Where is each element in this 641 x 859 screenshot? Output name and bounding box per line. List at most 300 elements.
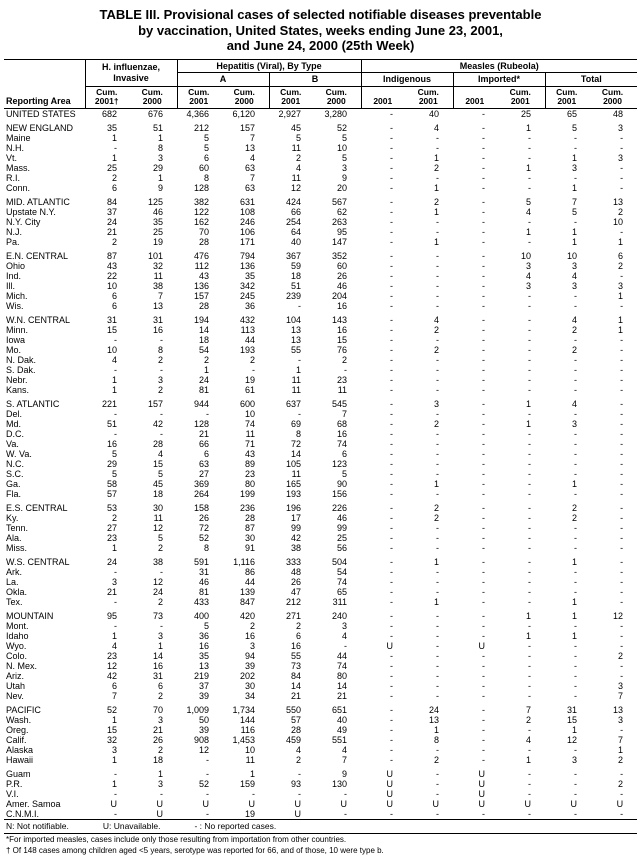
value-cell: 157 xyxy=(193,290,210,301)
footnote-legend xyxy=(4,820,637,834)
reporting-area-cell: Wash. xyxy=(6,714,32,725)
value-cell: - xyxy=(114,596,117,607)
value-cell: - xyxy=(390,226,394,237)
value-cell: - xyxy=(482,300,486,311)
value-cell: 3 xyxy=(111,576,117,587)
value-cell: - xyxy=(436,566,440,577)
value-cell: - xyxy=(528,478,532,489)
value-cell: 476 xyxy=(193,250,210,261)
value-cell: 651 xyxy=(332,704,348,715)
value-cell: - xyxy=(528,324,532,335)
value-cell: U xyxy=(432,798,440,809)
value-cell: - xyxy=(574,488,578,499)
value-cell: 35 xyxy=(245,270,256,281)
value-cell: 22 xyxy=(106,270,117,281)
value-cell: U xyxy=(156,798,164,809)
value-cell: - xyxy=(528,576,532,587)
value-cell: - xyxy=(390,468,394,479)
reporting-area-cell: Mont. xyxy=(6,620,29,631)
value-cell: - xyxy=(574,532,578,543)
value-cell: 3 xyxy=(434,398,440,409)
value-cell: - xyxy=(482,162,486,173)
value-cell: - xyxy=(528,408,532,419)
value-cell: 21 xyxy=(291,690,302,701)
reporting-area-cell: Ky. xyxy=(6,512,19,523)
value-cell: 65 xyxy=(567,108,578,119)
col-header-5: Cum. 2000 xyxy=(315,86,361,108)
value-cell: 591 xyxy=(193,556,210,567)
value-cell: - xyxy=(528,468,532,479)
value-cell: 43 xyxy=(199,270,210,281)
reporting-area-cell: Ark. xyxy=(6,566,23,577)
value-cell: 13 xyxy=(291,324,302,335)
value-cell: - xyxy=(298,408,302,419)
value-cell: 87 xyxy=(106,250,117,261)
value-cell: - xyxy=(206,768,210,779)
value-cell: 7 xyxy=(250,132,256,143)
value-cell: 1 xyxy=(296,364,302,375)
value-cell: 16 xyxy=(153,660,164,671)
value-cell: 63 xyxy=(199,458,210,469)
value-cell: 5 xyxy=(158,532,164,543)
value-cell: 5 xyxy=(342,152,348,163)
value-cell: - xyxy=(482,744,486,755)
value-cell: 7 xyxy=(618,690,624,701)
value-cell: 38 xyxy=(153,280,164,291)
value-cell: 11 xyxy=(153,512,164,523)
value-cell: - xyxy=(482,324,486,335)
footnote-imported-measles: *For imported measles, cases include only those resulting from importation from other countries. xyxy=(6,834,347,844)
value-cell: - xyxy=(528,290,532,301)
value-cell: - xyxy=(436,808,440,819)
table-row xyxy=(4,597,637,607)
value-cell: - xyxy=(390,152,394,163)
value-cell: 6 xyxy=(111,300,117,311)
value-cell: - xyxy=(620,172,624,183)
value-cell: - xyxy=(574,408,578,419)
value-cell: - xyxy=(528,182,532,193)
value-cell: - xyxy=(298,788,302,799)
value-cell: - xyxy=(390,714,394,725)
value-cell: 68 xyxy=(337,418,348,429)
value-cell: - xyxy=(436,576,440,587)
value-cell: - xyxy=(620,512,624,523)
value-cell: - xyxy=(528,344,532,355)
value-cell: 6 xyxy=(111,182,117,193)
value-cell: 193 xyxy=(239,344,256,355)
subcol-measles-total: Total xyxy=(545,73,637,87)
value-cell: - xyxy=(390,704,394,715)
value-cell: 99 xyxy=(291,522,302,533)
value-cell: - xyxy=(252,364,256,375)
value-cell: 18 xyxy=(291,270,302,281)
value-cell: - xyxy=(482,270,486,281)
value-cell: U xyxy=(386,768,394,779)
value-cell: 63 xyxy=(245,182,256,193)
value-cell: 74 xyxy=(337,576,348,587)
value-cell: 95 xyxy=(337,226,348,237)
reporting-area-cell: Mich. xyxy=(6,290,28,301)
value-cell: - xyxy=(528,438,532,449)
reporting-area-cell: W.N. CENTRAL xyxy=(6,314,71,325)
value-cell: 73 xyxy=(153,610,164,621)
value-cell: 61 xyxy=(245,384,256,395)
value-cell: - xyxy=(390,610,394,621)
value-cell: - xyxy=(528,620,532,631)
value-cell: - xyxy=(574,640,578,651)
value-cell: 99 xyxy=(337,522,348,533)
value-cell: - xyxy=(482,468,486,479)
col-header-3: Cum. 2000 xyxy=(223,86,269,108)
value-cell: - xyxy=(528,152,532,163)
value-cell: 1 xyxy=(572,630,578,641)
table-row xyxy=(4,789,637,799)
value-cell: 2 xyxy=(434,502,440,513)
value-cell: - xyxy=(482,724,486,735)
value-cell: 6 xyxy=(342,448,348,459)
value-cell: 1 xyxy=(572,236,578,247)
value-cell: - xyxy=(482,374,486,385)
reporting-area-cell: N. Mex. xyxy=(6,660,38,671)
value-cell: - xyxy=(390,502,394,513)
value-cell: U xyxy=(524,798,532,809)
value-cell: - xyxy=(528,300,532,311)
value-cell: 5 xyxy=(572,122,578,133)
value-cell: - xyxy=(482,512,486,523)
subcol-hepatitis-a: A xyxy=(177,73,269,87)
value-cell: 28 xyxy=(245,512,256,523)
value-cell: - xyxy=(574,334,578,345)
h-influenzae-label-line1: H. influenzae, xyxy=(102,62,161,72)
value-cell: - xyxy=(482,630,486,641)
value-cell: 1 xyxy=(158,640,164,651)
value-cell: 14 xyxy=(291,680,302,691)
value-cell: - xyxy=(298,354,302,365)
value-cell: 13 xyxy=(613,196,624,207)
value-cell: - xyxy=(620,384,624,395)
value-cell: 2 xyxy=(342,354,348,365)
value-cell: 32 xyxy=(153,260,164,271)
value-cell: - xyxy=(482,660,486,671)
table-row xyxy=(4,543,637,553)
value-cell: 3,280 xyxy=(324,108,348,119)
value-cell: - xyxy=(390,512,394,523)
value-cell: 50 xyxy=(199,714,210,725)
value-cell: - xyxy=(574,172,578,183)
value-cell: - xyxy=(528,448,532,459)
value-cell: U xyxy=(616,798,624,809)
header-row-cum xyxy=(4,86,637,108)
value-cell: - xyxy=(160,566,164,577)
value-cell: 71 xyxy=(245,438,256,449)
value-cell: 24 xyxy=(106,216,117,227)
value-cell: 57 xyxy=(106,488,117,499)
value-cell: - xyxy=(620,374,624,385)
value-cell: 10 xyxy=(613,216,624,227)
value-cell: - xyxy=(390,458,394,469)
col-header-6: 2001 xyxy=(361,86,407,108)
table-row xyxy=(4,715,637,725)
value-cell: 15 xyxy=(106,724,117,735)
value-cell: - xyxy=(390,384,394,395)
col-header-8: 2001 xyxy=(453,86,499,108)
value-cell: - xyxy=(482,610,486,621)
value-cell: - xyxy=(390,162,394,173)
value-cell: 12 xyxy=(199,744,210,755)
value-cell: - xyxy=(390,670,394,681)
value-cell: 3 xyxy=(526,260,532,271)
reporting-area-cell: Amer. Samoa xyxy=(6,798,61,809)
value-cell: 26 xyxy=(199,512,210,523)
value-cell: - xyxy=(482,152,486,163)
value-cell: - xyxy=(482,182,486,193)
value-cell: 1 xyxy=(526,162,532,173)
value-cell: 5 xyxy=(342,132,348,143)
value-cell: - xyxy=(482,418,486,429)
value-cell: 1 xyxy=(526,226,532,237)
value-cell: 17 xyxy=(291,512,302,523)
value-cell: 2 xyxy=(158,596,164,607)
value-cell: 35 xyxy=(153,216,164,227)
value-cell: 1 xyxy=(111,374,117,385)
value-cell: 8 xyxy=(158,344,164,355)
value-cell: 2 xyxy=(434,162,440,173)
value-cell: 69 xyxy=(291,418,302,429)
value-cell: - xyxy=(482,260,486,271)
value-cell: - xyxy=(574,566,578,577)
value-cell: 600 xyxy=(239,398,256,409)
value-cell: 15 xyxy=(153,458,164,469)
value-cell: 682 xyxy=(101,108,117,119)
value-cell: - xyxy=(436,270,440,281)
value-cell: 1 xyxy=(526,754,532,765)
value-cell: 10 xyxy=(245,408,256,419)
value-cell: U xyxy=(570,798,578,809)
value-cell: 4 xyxy=(111,354,117,365)
value-cell: 9 xyxy=(342,768,348,779)
reporting-area-cell: C.N.M.I. xyxy=(6,808,39,819)
table-row xyxy=(4,261,637,271)
value-cell: 171 xyxy=(239,236,256,247)
value-cell: - xyxy=(620,808,624,819)
value-cell: - xyxy=(482,206,486,217)
value-cell: 48 xyxy=(291,566,302,577)
value-cell: - xyxy=(390,428,394,439)
value-cell: - xyxy=(436,334,440,345)
value-cell: 143 xyxy=(332,314,348,325)
value-cell: - xyxy=(482,522,486,533)
col-header-4: Cum. 2001 xyxy=(269,86,315,108)
value-cell: 4 xyxy=(434,122,440,133)
value-cell: - xyxy=(390,182,394,193)
table-row xyxy=(4,661,637,671)
value-cell: 4 xyxy=(296,162,302,173)
value-cell: 28 xyxy=(291,724,302,735)
value-cell: 37 xyxy=(199,680,210,691)
value-cell: - xyxy=(114,142,117,153)
value-cell: 794 xyxy=(239,250,256,261)
value-cell: 14 xyxy=(291,448,302,459)
value-cell: - xyxy=(436,428,440,439)
value-cell: 2 xyxy=(296,754,302,765)
value-cell: 123 xyxy=(332,458,348,469)
value-cell: - xyxy=(574,808,578,819)
value-cell: - xyxy=(390,744,394,755)
value-cell: 367 xyxy=(285,250,302,261)
value-cell: 43 xyxy=(106,260,117,271)
value-cell: - xyxy=(436,788,440,799)
value-cell: 14 xyxy=(199,324,210,335)
value-cell: 21 xyxy=(106,586,117,597)
value-cell: - xyxy=(620,488,624,499)
table-row xyxy=(4,503,637,513)
value-cell: 400 xyxy=(193,610,210,621)
value-cell: U xyxy=(248,798,256,809)
reporting-area-cell: Wis. xyxy=(6,300,24,311)
table-row xyxy=(4,641,637,651)
value-cell: - xyxy=(528,132,532,143)
value-cell: 9 xyxy=(158,182,164,193)
value-cell: 545 xyxy=(332,398,348,409)
value-cell: 2 xyxy=(618,778,624,789)
value-cell: - xyxy=(436,142,440,153)
value-cell: - xyxy=(436,610,440,621)
value-cell: 58 xyxy=(106,478,117,489)
value-cell: - xyxy=(574,620,578,631)
value-cell: 72 xyxy=(291,438,302,449)
value-cell: 4 xyxy=(572,314,578,325)
value-cell: - xyxy=(620,576,624,587)
value-cell: 1 xyxy=(204,364,210,375)
value-cell: - xyxy=(528,314,532,325)
table-row xyxy=(4,419,637,429)
value-cell: 10 xyxy=(106,280,117,291)
value-cell: - xyxy=(528,680,532,691)
value-cell: 342 xyxy=(239,280,256,291)
value-cell: - xyxy=(574,448,578,459)
value-cell: 1 xyxy=(572,610,578,621)
col-header-7: Cum. 2001 xyxy=(407,86,453,108)
value-cell: 631 xyxy=(239,196,256,207)
reporting-area-cell: N.J. xyxy=(6,226,23,237)
value-cell: - xyxy=(114,808,117,819)
col-group-h-influenzae xyxy=(85,59,177,86)
value-cell: - xyxy=(436,280,440,291)
value-cell: 2 xyxy=(618,260,624,271)
value-cell: 139 xyxy=(239,586,256,597)
legend-not-notifiable: N: Not notifiable. xyxy=(6,820,69,831)
table-row xyxy=(4,301,637,311)
value-cell: - xyxy=(436,532,440,543)
value-cell: 2 xyxy=(111,172,117,183)
value-cell: - xyxy=(436,586,440,597)
value-cell: - xyxy=(160,334,164,345)
value-cell: - xyxy=(620,226,624,237)
reporting-area-cell: Md. xyxy=(6,418,22,429)
reporting-area-cell: P.R. xyxy=(6,778,23,789)
table-title-line1: TABLE III. Provisional cases of selected notifiable diseases preventable xyxy=(99,7,542,22)
value-cell: - xyxy=(482,586,486,597)
value-cell: 194 xyxy=(193,314,210,325)
value-cell: 1 xyxy=(434,182,440,193)
value-cell: - xyxy=(390,438,394,449)
value-cell: - xyxy=(482,108,486,119)
reporting-area-cell: W.S. CENTRAL xyxy=(6,556,70,567)
value-cell: 37 xyxy=(106,206,117,217)
reporting-area-cell: S. Dak. xyxy=(6,364,36,375)
value-cell: - xyxy=(390,334,394,345)
value-cell: - xyxy=(390,324,394,335)
value-cell: 60 xyxy=(337,260,348,271)
value-cell: 26 xyxy=(153,734,164,745)
table-row xyxy=(4,459,637,469)
value-cell: - xyxy=(620,448,624,459)
value-cell: 4 xyxy=(572,398,578,409)
value-cell: - xyxy=(114,566,117,577)
value-cell: - xyxy=(528,216,532,227)
value-cell: 31 xyxy=(199,566,210,577)
value-cell: 74 xyxy=(337,660,348,671)
value-cell: 1 xyxy=(111,630,117,641)
value-cell: 73 xyxy=(291,660,302,671)
value-cell: - xyxy=(620,142,624,153)
value-cell: 48 xyxy=(613,108,624,119)
value-cell: 52 xyxy=(106,704,117,715)
value-cell: - xyxy=(436,640,440,651)
header-row-groups xyxy=(4,59,637,73)
value-cell: - xyxy=(390,270,394,281)
value-cell: - xyxy=(620,532,624,543)
value-cell: U xyxy=(110,798,117,809)
value-cell: 382 xyxy=(193,196,210,207)
reporting-area-cell: Miss. xyxy=(6,542,27,553)
table-row xyxy=(4,735,637,745)
value-cell: 11 xyxy=(153,270,164,281)
value-cell: - xyxy=(528,334,532,345)
reporting-area-cell: Mass. xyxy=(6,162,31,173)
value-cell: - xyxy=(528,744,532,755)
reporting-area-cell: Ind. xyxy=(6,270,22,281)
table-row xyxy=(4,365,637,375)
value-cell: 2 xyxy=(250,620,256,631)
value-cell: 193 xyxy=(285,488,302,499)
value-cell: - xyxy=(252,788,256,799)
value-cell: 254 xyxy=(285,216,302,227)
value-cell: - xyxy=(390,522,394,533)
value-cell: 236 xyxy=(239,502,256,513)
reporting-area-cell: UNITED STATES xyxy=(6,108,76,119)
value-cell: - xyxy=(482,226,486,237)
value-cell: - xyxy=(620,522,624,533)
value-cell: - xyxy=(574,744,578,755)
legend-unavailable: U: Unavailable. xyxy=(102,820,161,831)
value-cell: 19 xyxy=(245,808,256,819)
value-cell: - xyxy=(620,768,624,779)
value-cell: 72 xyxy=(199,522,210,533)
value-cell: 1 xyxy=(526,630,532,641)
value-cell: U xyxy=(340,798,348,809)
value-cell: 676 xyxy=(147,108,164,119)
value-cell: - xyxy=(574,788,578,799)
value-cell: - xyxy=(390,108,394,119)
value-cell: 74 xyxy=(245,418,256,429)
value-cell: 6 xyxy=(111,290,117,301)
reporting-area-cell: Mo. xyxy=(6,344,22,355)
value-cell: 3 xyxy=(158,714,164,725)
value-cell: 202 xyxy=(239,670,256,681)
value-cell: 36 xyxy=(245,300,256,311)
reporting-area-cell: Ill. xyxy=(6,280,15,291)
